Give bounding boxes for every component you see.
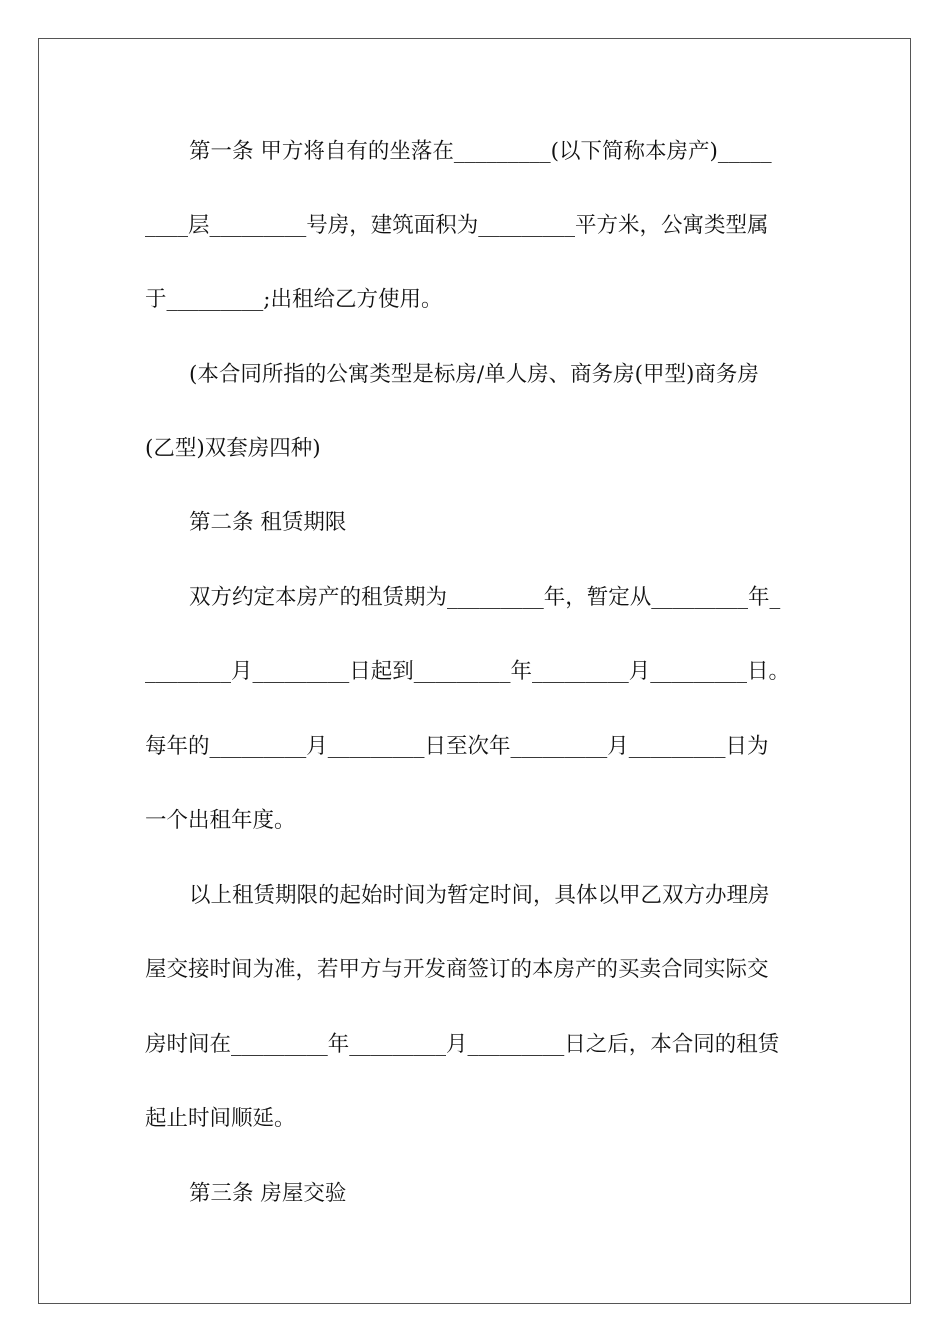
start-time-line-1: 以上租赁期限的起始时间为暂定时间，具体以甲乙双方办理房 bbox=[189, 883, 770, 908]
clause-1-line-3: 于_________;出租给乙方使用。 bbox=[145, 287, 443, 312]
note-line-1: (本合同所指的公寓类型是标房/单人房、商务房(甲型)商务房 bbox=[189, 362, 759, 387]
clause-3-heading: 第三条 房屋交验 bbox=[189, 1181, 347, 1206]
start-time-line-2: 屋交接时间为准，若甲方与开发商签订的本房产的买卖合同实际交 bbox=[145, 957, 769, 982]
clause-1-line-1: 第一条 甲方将自有的坐落在_________(以下简称本房产)_____ bbox=[189, 139, 772, 164]
term-line-3: 每年的_________月_________日至次年_________月_________日为 bbox=[145, 734, 769, 759]
start-time-line-4: 起止时间顺延。 bbox=[145, 1106, 296, 1131]
term-line-2: ________月_________日起到_________年_________月_________日。 bbox=[145, 659, 791, 684]
clause-2-heading: 第二条 租赁期限 bbox=[189, 510, 347, 535]
term-line-4: 一个出租年度。 bbox=[145, 808, 296, 833]
note-line-2: (乙型)双套房四种) bbox=[145, 436, 321, 461]
start-time-line-3: 房时间在_________年_________月_________日之后，本合同的租赁 bbox=[145, 1032, 780, 1057]
term-line-1: 双方约定本房产的租赁期为_________年，暂定从_________年_ bbox=[189, 585, 781, 610]
clause-1-line-2: ____层_________号房，建筑面积为_________平方米，公寓类型属 bbox=[145, 213, 769, 238]
